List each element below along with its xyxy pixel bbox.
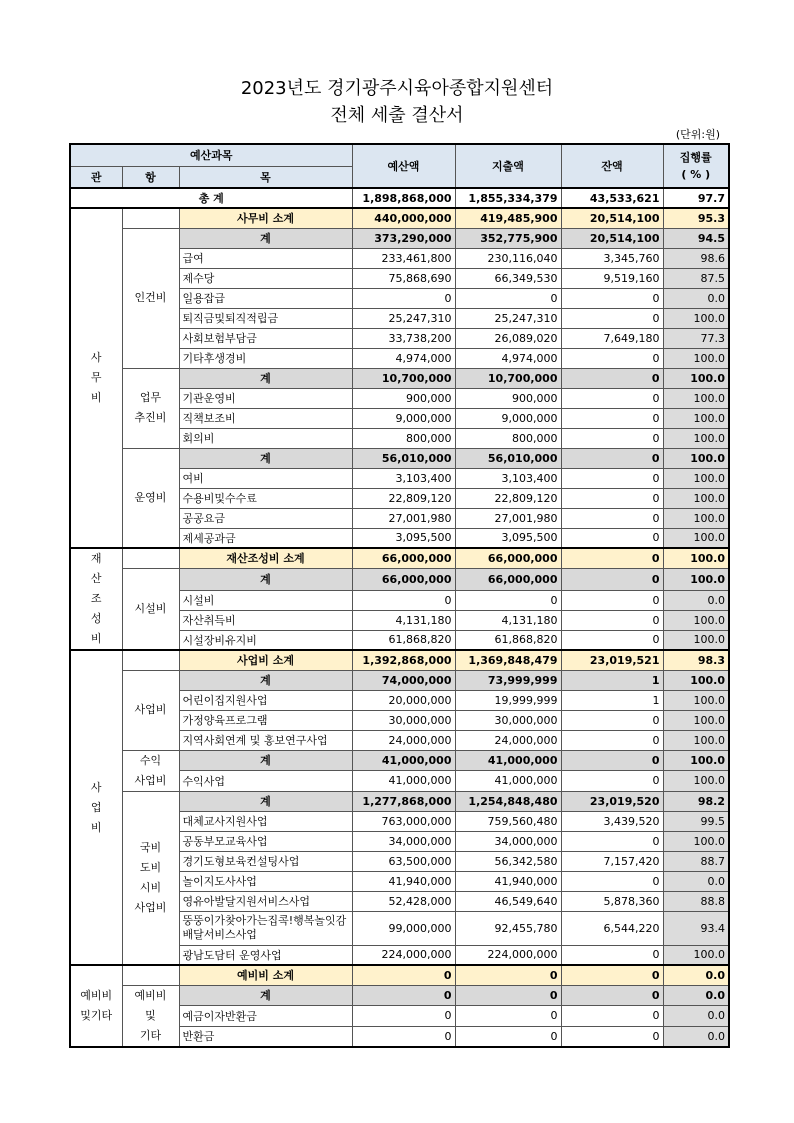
sum-rate: 100.0 — [663, 448, 729, 468]
hang-cell: 업무 추진비 — [122, 368, 179, 448]
sum-label: 계 — [179, 985, 352, 1006]
spent-cell: 0 — [455, 590, 561, 610]
budget-cell: 0 — [352, 288, 455, 308]
rate-cell: 100.0 — [663, 468, 729, 488]
spent-cell: 3,095,500 — [455, 528, 561, 548]
document-subtitle: 전체 세출 결산서 — [330, 105, 464, 126]
header-mok: 목 — [179, 166, 352, 188]
gwan-cell: 예비비 및기타 — [70, 965, 122, 1047]
rate-cell: 100.0 — [663, 408, 729, 428]
sum-label: 계 — [179, 228, 352, 248]
sum-label: 계 — [179, 368, 352, 388]
subtotal-label: 재산조성비 소계 — [179, 548, 352, 568]
hang-cell: 예비비 및 기타 — [122, 985, 179, 1047]
hang-cell: 운영비 — [122, 448, 179, 548]
spent-cell: 27,001,980 — [455, 508, 561, 528]
hang-cell: 시설비 — [122, 568, 179, 650]
balance-cell: 0 — [561, 428, 663, 448]
budget-cell: 900,000 — [352, 388, 455, 408]
header-rate — [663, 144, 729, 188]
rate-cell: 0.0 — [663, 288, 729, 308]
sum-spent: 66,000,000 — [455, 568, 561, 590]
sum-rate: 100.0 — [663, 368, 729, 388]
rate-cell: 100.0 — [663, 528, 729, 548]
mok-cell: 여비 — [179, 468, 352, 488]
sum-rate: 0.0 — [663, 985, 729, 1006]
budget-cell: 3,103,400 — [352, 468, 455, 488]
spent-cell: 22,809,120 — [455, 488, 561, 508]
sum-budget: 41,000,000 — [352, 750, 455, 771]
spent-cell: 61,868,820 — [455, 630, 561, 650]
mok-cell: 자산취득비 — [179, 610, 352, 630]
budget-cell: 34,000,000 — [352, 831, 455, 851]
balance-cell: 0 — [561, 388, 663, 408]
balance-cell: 0 — [561, 468, 663, 488]
subtotal-spacer — [122, 208, 179, 228]
mok-cell: 반환금 — [179, 1026, 352, 1047]
mok-cell: 공공요금 — [179, 508, 352, 528]
sum-budget: 74,000,000 — [352, 670, 455, 690]
budget-cell: 27,001,980 — [352, 508, 455, 528]
total-row — [70, 188, 729, 208]
budget-cell: 20,000,000 — [352, 690, 455, 710]
mok-cell: 직책보조비 — [179, 408, 352, 428]
sum-rate: 98.2 — [663, 791, 729, 811]
document-title: 2023년도 경기광주시육아종합지원센터 — [240, 78, 554, 99]
spent-cell: 900,000 — [455, 388, 561, 408]
mok-cell: 가정양육프로그램 — [179, 710, 352, 730]
balance-cell: 0 — [561, 528, 663, 548]
gwan-cell: 사 업 비 — [70, 650, 122, 965]
spent-cell: 3,103,400 — [455, 468, 561, 488]
balance-cell: 0 — [561, 288, 663, 308]
mok-cell: 광남도담터 운영사업 — [179, 945, 352, 965]
spent-cell: 41,940,000 — [455, 871, 561, 891]
balance-cell: 3,439,520 — [561, 811, 663, 831]
sum-spent: 73,999,999 — [455, 670, 561, 690]
sum-budget: 10,700,000 — [352, 368, 455, 388]
budget-cell: 233,461,800 — [352, 248, 455, 268]
balance-cell: 0 — [561, 1026, 663, 1047]
rate-cell: 100.0 — [663, 428, 729, 448]
spent-cell: 66,349,530 — [455, 268, 561, 288]
mok-cell: 시설비 — [179, 590, 352, 610]
sum-spent: 56,010,000 — [455, 448, 561, 468]
budget-cell: 61,868,820 — [352, 630, 455, 650]
balance-cell: 1 — [561, 690, 663, 710]
rate-cell: 100.0 — [663, 308, 729, 328]
sum-rate: 100.0 — [663, 568, 729, 590]
subtotal-balance: 20,514,100 — [561, 208, 663, 228]
subtotal-spacer — [122, 650, 179, 670]
balance-cell: 0 — [561, 831, 663, 851]
budget-cell: 22,809,120 — [352, 488, 455, 508]
subtotal-label: 예비비 소계 — [179, 965, 352, 985]
sum-label: 계 — [179, 791, 352, 811]
mok-cell: 수익사업 — [179, 771, 352, 792]
gwan-cell: 사 무 비 — [70, 208, 122, 548]
rate-cell: 100.0 — [663, 488, 729, 508]
budget-cell: 33,738,200 — [352, 328, 455, 348]
spent-cell: 9,000,000 — [455, 408, 561, 428]
budget-cell: 0 — [352, 1026, 455, 1047]
total-budget: 1,898,868,000 — [352, 188, 455, 208]
rate-cell: 100.0 — [663, 690, 729, 710]
subtotal-budget: 1,392,868,000 — [352, 650, 455, 670]
sum-spent: 1,254,848,480 — [455, 791, 561, 811]
spent-cell: 0 — [455, 288, 561, 308]
balance-cell: 6,544,220 — [561, 911, 663, 945]
sum-budget: 0 — [352, 985, 455, 1006]
budget-cell: 4,974,000 — [352, 348, 455, 368]
budget-cell: 75,868,690 — [352, 268, 455, 288]
balance-cell: 0 — [561, 308, 663, 328]
spent-cell: 56,342,580 — [455, 851, 561, 871]
mok-cell: 경기도형보육컨설팅사업 — [179, 851, 352, 871]
sum-budget: 1,277,868,000 — [352, 791, 455, 811]
header-hang: 항 — [122, 166, 179, 188]
sum-budget: 56,010,000 — [352, 448, 455, 468]
rate-cell: 98.6 — [663, 248, 729, 268]
subtotal-spent: 1,369,848,479 — [455, 650, 561, 670]
header-gwan: 관 — [70, 166, 122, 188]
sum-label: 계 — [179, 750, 352, 771]
header-rate-line2: ( % ) — [681, 168, 711, 181]
spent-cell: 24,000,000 — [455, 730, 561, 750]
balance-cell: 0 — [561, 871, 663, 891]
budget-cell: 3,095,500 — [352, 528, 455, 548]
budget-cell: 9,000,000 — [352, 408, 455, 428]
mok-cell: 사회보험부담금 — [179, 328, 352, 348]
budget-cell: 4,131,180 — [352, 610, 455, 630]
sum-row — [70, 368, 729, 388]
budget-cell: 24,000,000 — [352, 730, 455, 750]
spent-cell: 0 — [455, 1006, 561, 1027]
balance-cell: 0 — [561, 945, 663, 965]
unit-label: (단위:원) — [675, 128, 720, 141]
rate-cell: 0.0 — [663, 871, 729, 891]
total-balance: 43,533,621 — [561, 188, 663, 208]
mok-cell: 기타후생경비 — [179, 348, 352, 368]
subtotal-row — [70, 650, 729, 670]
subtotal-rate: 100.0 — [663, 548, 729, 568]
subtotal-spent: 66,000,000 — [455, 548, 561, 568]
rate-cell: 100.0 — [663, 730, 729, 750]
balance-cell: 0 — [561, 771, 663, 792]
mok-cell: 예금이자반환금 — [179, 1006, 352, 1027]
balance-cell: 7,157,420 — [561, 851, 663, 871]
hang-cell: 인건비 — [122, 228, 179, 368]
mok-cell: 기관운영비 — [179, 388, 352, 408]
rate-cell: 0.0 — [663, 1026, 729, 1047]
sum-balance: 0 — [561, 368, 663, 388]
spent-cell: 25,247,310 — [455, 308, 561, 328]
subtotal-row — [70, 965, 729, 985]
subtotal-budget: 0 — [352, 965, 455, 985]
subtotal-label: 사무비 소계 — [179, 208, 352, 228]
sum-spent: 352,775,900 — [455, 228, 561, 248]
gwan-cell: 재 산 조 성 비 — [70, 548, 122, 650]
header-budget-subject: 예산과목 — [70, 144, 352, 166]
spent-cell: 0 — [455, 1026, 561, 1047]
sum-balance: 0 — [561, 448, 663, 468]
expenditure-table — [69, 143, 730, 1048]
spent-cell: 759,560,480 — [455, 811, 561, 831]
balance-cell: 0 — [561, 610, 663, 630]
subtotal-rate: 95.3 — [663, 208, 729, 228]
subtotal-balance: 0 — [561, 965, 663, 985]
mok-cell: 뚱뚱이가찾아가는집콕!행복놀잇감배달서비스사업 — [179, 911, 352, 945]
spent-cell: 4,131,180 — [455, 610, 561, 630]
subtotal-label: 사업비 소계 — [179, 650, 352, 670]
subtotal-balance: 23,019,521 — [561, 650, 663, 670]
spent-cell: 30,000,000 — [455, 710, 561, 730]
hang-cell: 수익 사업비 — [122, 750, 179, 791]
subtotal-rate: 0.0 — [663, 965, 729, 985]
sum-balance: 0 — [561, 568, 663, 590]
sum-rate: 100.0 — [663, 750, 729, 771]
balance-cell: 9,519,160 — [561, 268, 663, 288]
total-spent: 1,855,334,379 — [455, 188, 561, 208]
balance-cell: 0 — [561, 710, 663, 730]
spent-cell: 230,116,040 — [455, 248, 561, 268]
budget-cell: 763,000,000 — [352, 811, 455, 831]
rate-cell: 77.3 — [663, 328, 729, 348]
rate-cell: 100.0 — [663, 710, 729, 730]
mok-cell: 놀이지도사사업 — [179, 871, 352, 891]
mok-cell: 제수당 — [179, 268, 352, 288]
sum-balance: 1 — [561, 670, 663, 690]
subtotal-rate: 98.3 — [663, 650, 729, 670]
balance-cell: 0 — [561, 488, 663, 508]
rate-cell: 100.0 — [663, 831, 729, 851]
header-balance: 잔액 — [561, 144, 663, 188]
subtotal-balance: 0 — [561, 548, 663, 568]
sum-label: 계 — [179, 670, 352, 690]
sum-balance: 20,514,100 — [561, 228, 663, 248]
sum-label: 계 — [179, 568, 352, 590]
balance-cell: 0 — [561, 730, 663, 750]
rate-cell: 99.5 — [663, 811, 729, 831]
balance-cell: 0 — [561, 630, 663, 650]
subtotal-budget: 66,000,000 — [352, 548, 455, 568]
sum-rate: 94.5 — [663, 228, 729, 248]
header-budget: 예산액 — [352, 144, 455, 188]
budget-cell: 25,247,310 — [352, 308, 455, 328]
mok-cell: 공동부모교육사업 — [179, 831, 352, 851]
rate-cell: 87.5 — [663, 268, 729, 288]
sum-spent: 10,700,000 — [455, 368, 561, 388]
rate-cell: 100.0 — [663, 388, 729, 408]
subtotal-row — [70, 548, 729, 568]
sum-spent: 41,000,000 — [455, 750, 561, 771]
total-rate: 97.7 — [663, 188, 729, 208]
subtotal-row — [70, 208, 729, 228]
spent-cell: 800,000 — [455, 428, 561, 448]
sum-row — [70, 750, 729, 771]
budget-cell: 63,500,000 — [352, 851, 455, 871]
spent-cell: 224,000,000 — [455, 945, 561, 965]
rate-cell: 0.0 — [663, 1006, 729, 1027]
rate-cell: 100.0 — [663, 348, 729, 368]
budget-cell: 99,000,000 — [352, 911, 455, 945]
header-rate-line1: 집행률 — [679, 151, 712, 164]
mok-cell: 어린이집지원사업 — [179, 690, 352, 710]
mok-cell: 대체교사지원사업 — [179, 811, 352, 831]
sum-row — [70, 228, 729, 248]
subtotal-spent: 0 — [455, 965, 561, 985]
subtotal-budget: 440,000,000 — [352, 208, 455, 228]
rate-cell: 88.7 — [663, 851, 729, 871]
sum-balance: 0 — [561, 750, 663, 771]
mok-cell: 시설장비유지비 — [179, 630, 352, 650]
balance-cell: 3,345,760 — [561, 248, 663, 268]
rate-cell: 93.4 — [663, 911, 729, 945]
rate-cell: 0.0 — [663, 590, 729, 610]
sum-balance: 23,019,520 — [561, 791, 663, 811]
budget-cell: 224,000,000 — [352, 945, 455, 965]
budget-cell: 30,000,000 — [352, 710, 455, 730]
sum-row — [70, 985, 729, 1006]
sum-budget: 373,290,000 — [352, 228, 455, 248]
mok-cell: 회의비 — [179, 428, 352, 448]
sum-label: 계 — [179, 448, 352, 468]
mok-cell: 일용잡급 — [179, 288, 352, 308]
spent-cell: 34,000,000 — [455, 831, 561, 851]
spent-cell: 92,455,780 — [455, 911, 561, 945]
balance-cell: 7,649,180 — [561, 328, 663, 348]
rate-cell: 88.8 — [663, 891, 729, 911]
spent-cell: 19,999,999 — [455, 690, 561, 710]
balance-cell: 0 — [561, 590, 663, 610]
budget-cell: 800,000 — [352, 428, 455, 448]
spent-cell: 41,000,000 — [455, 771, 561, 792]
hang-cell: 사업비 — [122, 670, 179, 750]
sum-balance: 0 — [561, 985, 663, 1006]
rate-cell: 100.0 — [663, 508, 729, 528]
sum-row — [70, 568, 729, 590]
rate-cell: 100.0 — [663, 630, 729, 650]
sum-rate: 100.0 — [663, 670, 729, 690]
rate-cell: 100.0 — [663, 610, 729, 630]
mok-cell: 수용비및수수료 — [179, 488, 352, 508]
hang-cell: 국비 도비 시비 사업비 — [122, 791, 179, 965]
header-spent: 지출액 — [455, 144, 561, 188]
spent-cell: 4,974,000 — [455, 348, 561, 368]
sum-row — [70, 448, 729, 468]
subtotal-spacer — [122, 965, 179, 985]
spent-cell: 46,549,640 — [455, 891, 561, 911]
balance-cell: 0 — [561, 1006, 663, 1027]
total-label: 총 계 — [70, 188, 352, 208]
budget-cell: 41,940,000 — [352, 871, 455, 891]
mok-cell: 영유아발달지원서비스사업 — [179, 891, 352, 911]
sum-row — [70, 791, 729, 811]
balance-cell: 5,878,360 — [561, 891, 663, 911]
rate-cell: 100.0 — [663, 771, 729, 792]
balance-cell: 0 — [561, 348, 663, 368]
subtotal-spacer — [122, 548, 179, 568]
sum-row — [70, 670, 729, 690]
rate-cell: 100.0 — [663, 945, 729, 965]
sum-budget: 66,000,000 — [352, 568, 455, 590]
budget-cell: 0 — [352, 1006, 455, 1027]
budget-cell: 52,428,000 — [352, 891, 455, 911]
spent-cell: 26,089,020 — [455, 328, 561, 348]
mok-cell: 급여 — [179, 248, 352, 268]
balance-cell: 0 — [561, 508, 663, 528]
subtotal-spent: 419,485,900 — [455, 208, 561, 228]
sum-spent: 0 — [455, 985, 561, 1006]
mok-cell: 퇴직금및퇴직적립금 — [179, 308, 352, 328]
mok-cell: 지역사회연계 및 홍보연구사업 — [179, 730, 352, 750]
budget-cell: 41,000,000 — [352, 771, 455, 792]
balance-cell: 0 — [561, 408, 663, 428]
mok-cell: 제세공과금 — [179, 528, 352, 548]
budget-cell: 0 — [352, 590, 455, 610]
